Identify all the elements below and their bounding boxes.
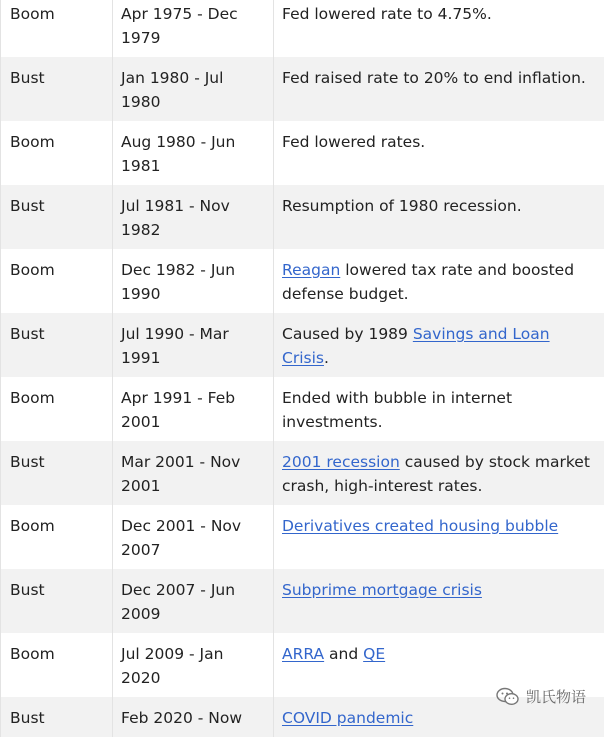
date-range-cell: Aug 1980 - Jun 1981 [113, 121, 274, 185]
watermark [496, 686, 586, 707]
description-cell [274, 505, 604, 569]
description-text: Fed lowered rate to 4.75%. [282, 5, 492, 23]
description-link[interactable]: QE [363, 645, 385, 663]
table-row [1, 249, 604, 313]
date-range-cell: Feb 2020 - Now [113, 697, 274, 737]
description-text: Caused by 1989 [282, 325, 413, 343]
description-link[interactable]: Derivatives created housing bubble [282, 517, 558, 535]
cycle-type-cell: Boom [1, 377, 113, 441]
table-row [1, 313, 604, 377]
date-range-cell: Jul 1981 - Nov 1982 [113, 185, 274, 249]
cycle-type-cell: Bust [1, 569, 113, 633]
table-row [1, 505, 604, 569]
description-cell [274, 121, 604, 185]
description-cell [274, 185, 604, 249]
table-row [1, 377, 604, 441]
wechat-icon [496, 687, 520, 707]
cycle-type-cell: Boom [1, 121, 113, 185]
description-cell [274, 441, 604, 505]
cycle-type-cell: Bust [1, 313, 113, 377]
date-range-cell: Mar 2001 - Nov 2001 [113, 441, 274, 505]
description-text: caused by stock market crash, high-interest rates. [282, 453, 590, 495]
date-range-cell: Apr 1991 - Feb 2001 [113, 377, 274, 441]
description-text: Ended with bubble in internet investments. [282, 389, 512, 431]
description-link[interactable]: Savings and Loan Crisis [282, 325, 550, 367]
description-link[interactable]: COVID pandemic [282, 709, 413, 727]
date-range-cell: Dec 1982 - Jun 1990 [113, 249, 274, 313]
description-text: and [324, 645, 363, 663]
table-row [1, 185, 604, 249]
description-text: Fed raised rate to 20% to end inflation. [282, 69, 586, 87]
cycle-type-cell: Boom [1, 0, 113, 57]
description-cell [274, 569, 604, 633]
description-text: Fed lowered rates. [282, 133, 425, 151]
table-body [1, 0, 604, 737]
date-range-cell: Jul 1990 - Mar 1991 [113, 313, 274, 377]
description-link[interactable]: ARRA [282, 645, 324, 663]
description-cell [274, 377, 604, 441]
cycle-type-cell: Boom [1, 633, 113, 697]
cycle-type-cell: Bust [1, 57, 113, 121]
table-row [1, 121, 604, 185]
description-link[interactable]: Subprime mortgage crisis [282, 581, 482, 599]
date-range-cell: Jul 2009 - Jan 2020 [113, 633, 274, 697]
date-range-cell: Dec 2001 - Nov 2007 [113, 505, 274, 569]
date-range-cell: Apr 1975 - Dec 1979 [113, 0, 274, 57]
description-cell [274, 249, 604, 313]
table-row [1, 441, 604, 505]
description-cell [274, 0, 604, 57]
cycle-type-cell: Bust [1, 697, 113, 737]
description-text: lowered tax rate and boosted defense budget. [282, 261, 574, 303]
description-cell [274, 57, 604, 121]
description-text: Resumption of 1980 recession. [282, 197, 522, 215]
table-row [1, 57, 604, 121]
date-range-cell: Jan 1980 - Jul 1980 [113, 57, 274, 121]
cycle-type-cell: Bust [1, 441, 113, 505]
table-row [1, 569, 604, 633]
cycle-type-cell: Boom [1, 249, 113, 313]
description-link[interactable]: Reagan [282, 261, 340, 279]
cycle-type-cell: Boom [1, 505, 113, 569]
watermark-text: 凯氏物语 [526, 686, 586, 707]
description-text: . [324, 349, 329, 367]
description-link[interactable]: 2001 recession [282, 453, 400, 471]
date-range-cell: Dec 2007 - Jun 2009 [113, 569, 274, 633]
description-cell [274, 313, 604, 377]
table-row [1, 0, 604, 57]
cycle-type-cell: Bust [1, 185, 113, 249]
